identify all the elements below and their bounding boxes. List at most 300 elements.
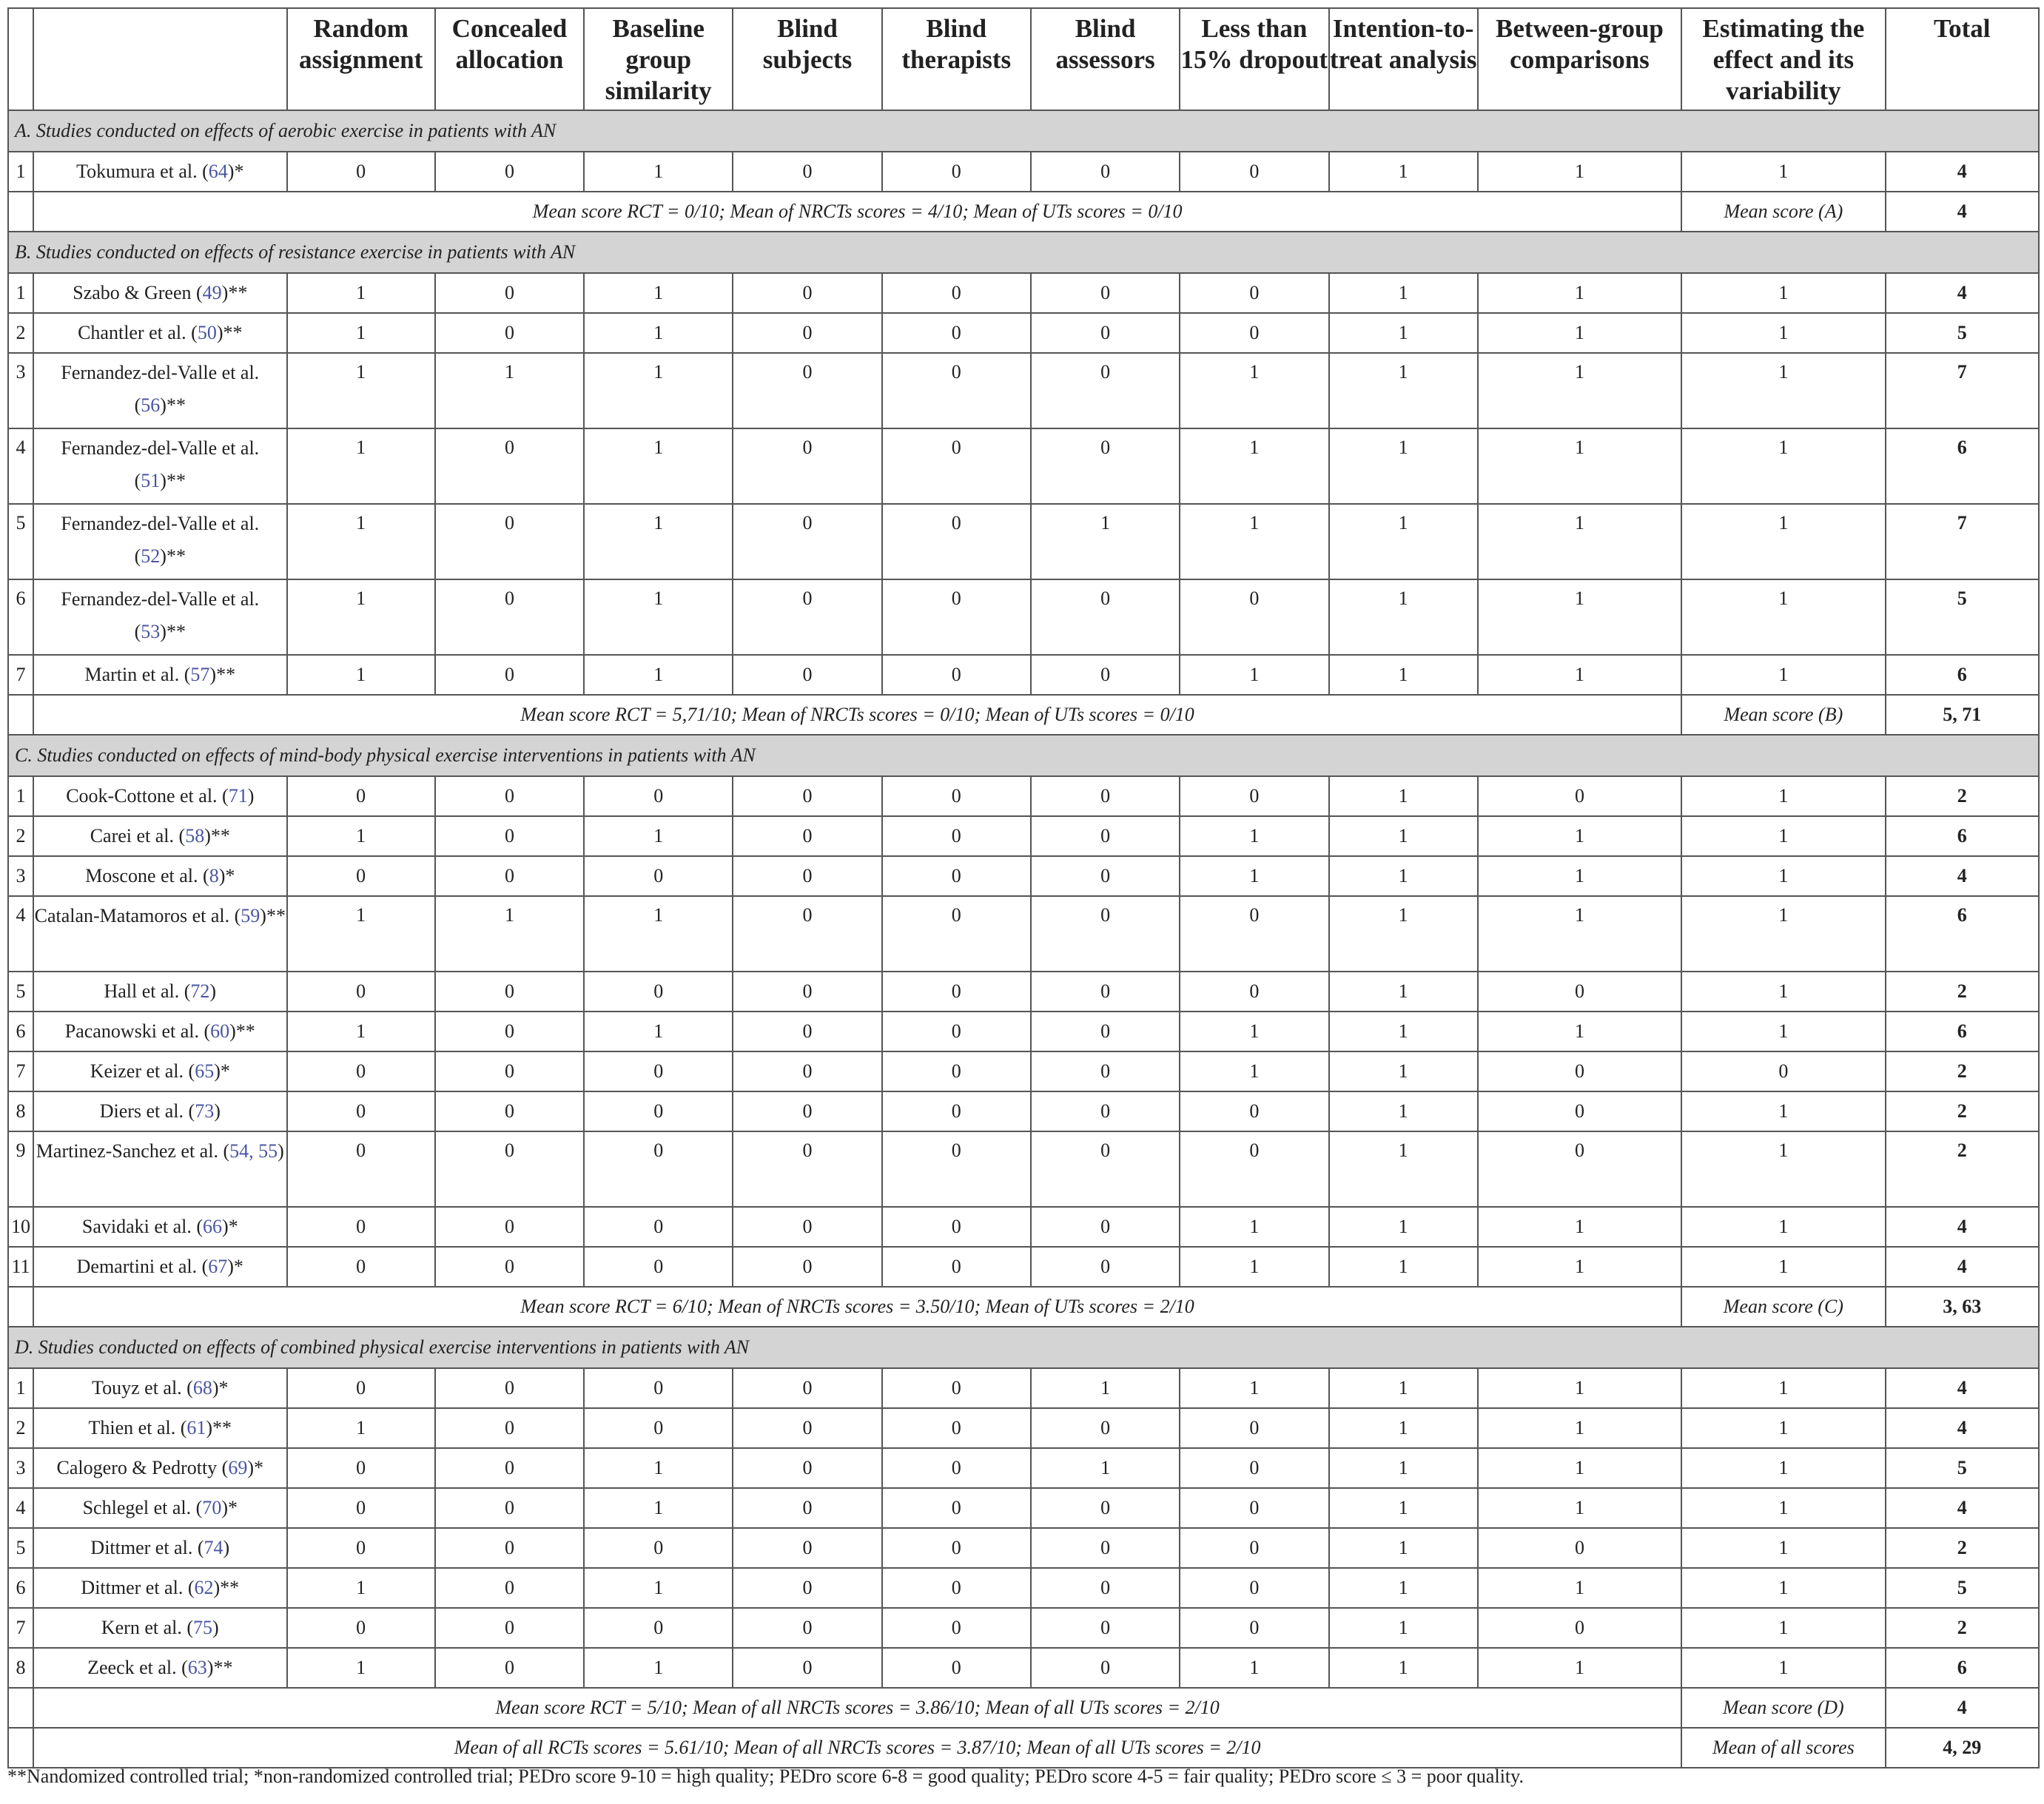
pedro-table-container <box>7 7 2040 1768</box>
reference-link[interactable]: 71 <box>228 785 248 807</box>
score-cell: 0 <box>584 1051 733 1091</box>
reference-link[interactable]: 50 <box>197 322 217 343</box>
study-type-mark: )* <box>212 1377 229 1399</box>
study-type-mark: )** <box>160 470 186 491</box>
score-cell: 1 <box>1329 1408 1478 1448</box>
col-header-blind-subjects: Blind subjects <box>733 8 881 110</box>
score-cell: 1 <box>1681 1091 1885 1131</box>
score-cell: 1 <box>584 353 733 428</box>
score-cell: 1 <box>1478 1568 1681 1608</box>
score-cell: 0 <box>882 1408 1031 1448</box>
row-number: 6 <box>8 1012 33 1051</box>
table-row <box>8 428 2039 504</box>
study-type-mark: )** <box>206 1657 233 1678</box>
reference-link[interactable]: 57 <box>190 664 210 685</box>
score-cell: 0 <box>287 972 435 1012</box>
total-score: 2 <box>1886 1091 2039 1131</box>
score-cell: 0 <box>435 1207 584 1247</box>
score-cell: 1 <box>584 428 733 504</box>
score-cell: 0 <box>287 1247 435 1287</box>
score-cell: 1 <box>1478 1448 1681 1488</box>
score-cell: 0 <box>287 856 435 896</box>
reference-link[interactable]: 66 <box>203 1216 223 1237</box>
total-score: 7 <box>1886 504 2039 579</box>
table-row <box>8 273 2039 313</box>
study-citation <box>33 1051 286 1091</box>
score-cell: 0 <box>1031 816 1180 856</box>
reference-link[interactable]: 52 <box>141 545 161 567</box>
study-author: Catalan-Matamoros et al. ( <box>34 905 241 926</box>
score-cell: 0 <box>1031 1608 1180 1648</box>
score-cell: 0 <box>733 1648 881 1688</box>
score-cell: 1 <box>1681 1247 1885 1287</box>
score-cell: 0 <box>584 1131 733 1207</box>
mean-total: 4, 29 <box>1886 1728 2039 1768</box>
score-cell: 0 <box>287 1091 435 1131</box>
total-score: 5 <box>1886 313 2039 353</box>
score-cell: 0 <box>733 1488 881 1528</box>
score-cell: 1 <box>1478 1247 1681 1287</box>
score-cell: 0 <box>733 1012 881 1051</box>
score-cell: 0 <box>1180 1568 1328 1608</box>
score-cell: 0 <box>733 1568 881 1608</box>
score-cell: 0 <box>882 776 1031 816</box>
score-cell: 1 <box>287 353 435 428</box>
table-row <box>8 1408 2039 1448</box>
score-cell: 0 <box>584 972 733 1012</box>
mean-row-spacer <box>8 1287 33 1327</box>
reference-link[interactable]: 51 <box>141 470 161 491</box>
reference-link[interactable]: 62 <box>194 1577 214 1598</box>
table-row <box>8 1091 2039 1131</box>
study-type-mark: )* <box>247 1457 264 1478</box>
reference-link[interactable]: 70 <box>202 1497 222 1518</box>
score-cell: 0 <box>1031 579 1180 655</box>
study-citation <box>33 972 286 1012</box>
table-row <box>8 152 2039 192</box>
score-cell: 0 <box>1031 1648 1180 1688</box>
study-author: Keizer et al. ( <box>90 1060 195 1082</box>
table-row <box>8 313 2039 353</box>
table-row <box>8 1051 2039 1091</box>
score-cell: 1 <box>1180 1207 1328 1247</box>
total-score: 2 <box>1886 1051 2039 1091</box>
score-cell: 0 <box>435 1051 584 1091</box>
score-cell: 0 <box>1031 1568 1180 1608</box>
reference-link[interactable]: 68 <box>192 1377 212 1399</box>
score-cell: 0 <box>882 972 1031 1012</box>
table-row <box>8 972 2039 1012</box>
score-cell: 0 <box>435 1568 584 1608</box>
study-citation <box>33 353 286 428</box>
table-row <box>8 1131 2039 1207</box>
row-number: 1 <box>8 152 33 192</box>
total-score: 4 <box>1886 1207 2039 1247</box>
study-type-mark: ) <box>212 1617 219 1638</box>
score-cell: 1 <box>1180 1051 1328 1091</box>
table-row <box>8 655 2039 695</box>
study-citation <box>33 1012 286 1051</box>
table-row <box>8 504 2039 579</box>
row-number: 9 <box>8 1131 33 1207</box>
mean-total: 4 <box>1886 192 2039 232</box>
overall-mean-row <box>8 1728 2039 1768</box>
row-number: 2 <box>8 313 33 353</box>
score-cell: 1 <box>584 655 733 695</box>
col-header-total: Total <box>1886 8 2039 110</box>
score-cell: 0 <box>733 1051 881 1091</box>
score-cell: 1 <box>1329 1091 1478 1131</box>
score-cell: 0 <box>435 972 584 1012</box>
score-cell: 0 <box>733 504 881 579</box>
score-cell: 1 <box>1329 776 1478 816</box>
score-cell: 0 <box>1180 1448 1328 1488</box>
study-author: Martinez-Sanchez et al. ( <box>36 1140 230 1162</box>
score-cell: 1 <box>1180 655 1328 695</box>
score-cell: 0 <box>1031 353 1180 428</box>
reference-link[interactable]: 65 <box>195 1060 215 1082</box>
section-mean-row <box>8 192 2039 232</box>
row-number: 1 <box>8 1368 33 1408</box>
study-citation <box>33 152 286 192</box>
score-cell: 0 <box>435 1648 584 1688</box>
study-author: Chantler et al. ( <box>78 322 198 343</box>
score-cell: 1 <box>1478 655 1681 695</box>
mean-label: Mean score (B) <box>1681 695 1885 735</box>
score-cell: 1 <box>287 896 435 972</box>
section-mean-row <box>8 695 2039 735</box>
score-cell: 0 <box>287 1131 435 1207</box>
reference-link[interactable]: 69 <box>228 1457 248 1478</box>
table-row <box>8 1207 2039 1247</box>
study-author: Diers et al. ( <box>99 1100 195 1122</box>
score-cell: 0 <box>882 1528 1031 1568</box>
reference-link[interactable]: 59 <box>241 905 260 926</box>
score-cell: 0 <box>882 1368 1031 1408</box>
score-cell: 1 <box>287 504 435 579</box>
study-author: Szabo & Green ( <box>73 282 203 303</box>
reference-link[interactable]: 67 <box>208 1256 228 1277</box>
study-type-mark: ) <box>209 980 217 1002</box>
table-row <box>8 1528 2039 1568</box>
study-author: Fernandez-del-Valle et al. ( <box>61 588 260 642</box>
reference-link[interactable]: 8 <box>209 865 219 886</box>
score-cell: 1 <box>287 655 435 695</box>
study-citation <box>33 273 286 313</box>
score-cell: 0 <box>1180 776 1328 816</box>
score-cell: 0 <box>287 1207 435 1247</box>
score-cell: 1 <box>1329 353 1478 428</box>
study-author: Thien et al. ( <box>88 1417 187 1438</box>
total-score: 6 <box>1886 1012 2039 1051</box>
mean-label: Mean score (A) <box>1681 192 1885 232</box>
section-header-row <box>8 110 2039 152</box>
score-cell: 0 <box>287 1608 435 1648</box>
score-cell: 0 <box>882 655 1031 695</box>
total-score: 6 <box>1886 1648 2039 1688</box>
score-cell: 1 <box>1681 1012 1885 1051</box>
study-author: Touyz et al. ( <box>92 1377 193 1399</box>
score-cell: 1 <box>1478 856 1681 896</box>
section-header-row <box>8 232 2039 273</box>
study-citation <box>33 313 286 353</box>
study-author: Martin et al. ( <box>84 664 191 685</box>
total-score: 6 <box>1886 896 2039 972</box>
col-header-random-assignment: Random assignment <box>287 8 435 110</box>
score-cell: 1 <box>584 1568 733 1608</box>
score-cell: 1 <box>1681 1448 1885 1488</box>
score-cell: 0 <box>733 1131 881 1207</box>
score-cell: 0 <box>287 1368 435 1408</box>
total-score: 2 <box>1886 776 2039 816</box>
total-score: 4 <box>1886 1408 2039 1448</box>
reference-link[interactable]: 64 <box>208 161 228 182</box>
section-header-row <box>8 735 2039 776</box>
score-cell: 1 <box>1681 273 1885 313</box>
score-cell: 0 <box>882 1448 1031 1488</box>
score-cell: 0 <box>1031 1091 1180 1131</box>
score-cell: 1 <box>287 1648 435 1688</box>
reference-link[interactable]: 61 <box>186 1417 206 1438</box>
score-cell: 0 <box>1031 1247 1180 1287</box>
score-cell: 0 <box>1031 776 1180 816</box>
study-citation <box>33 1408 286 1448</box>
score-cell: 0 <box>733 816 881 856</box>
study-citation <box>33 1648 286 1688</box>
study-type-mark: )* <box>218 865 235 886</box>
row-number: 3 <box>8 856 33 896</box>
row-number: 8 <box>8 1091 33 1131</box>
score-cell: 1 <box>1329 1247 1478 1287</box>
table-row <box>8 1488 2039 1528</box>
reference-link[interactable]: 49 <box>202 282 222 303</box>
reference-link[interactable]: 56 <box>141 394 161 416</box>
score-cell: 0 <box>882 896 1031 972</box>
score-cell: 0 <box>1478 1528 1681 1568</box>
score-cell: 0 <box>1180 1408 1328 1448</box>
study-author: Dittmer et al. ( <box>90 1537 204 1558</box>
table-row <box>8 1448 2039 1488</box>
study-type-mark: ) <box>278 1140 284 1162</box>
score-cell: 1 <box>1329 273 1478 313</box>
section-title: A. Studies conducted on effects of aerobic exercise in patients with AN <box>8 110 2039 152</box>
study-type-mark: )* <box>227 161 244 182</box>
score-cell: 0 <box>435 1528 584 1568</box>
reference-link[interactable]: 60 <box>210 1020 230 1042</box>
study-type-mark: )** <box>260 905 286 926</box>
study-type-mark: )* <box>221 1497 238 1518</box>
score-cell: 0 <box>1031 1528 1180 1568</box>
col-header-number <box>8 8 33 110</box>
score-cell: 0 <box>435 1091 584 1131</box>
study-type-mark: )* <box>227 1256 243 1277</box>
study-citation <box>33 1608 286 1648</box>
score-cell: 0 <box>733 776 881 816</box>
score-cell: 1 <box>287 1012 435 1051</box>
mean-total: 5, 71 <box>1886 695 2039 735</box>
score-cell: 0 <box>584 1528 733 1568</box>
score-cell: 0 <box>287 776 435 816</box>
score-cell: 0 <box>287 1488 435 1528</box>
reference-link[interactable]: 75 <box>193 1617 213 1638</box>
score-cell: 0 <box>435 428 584 504</box>
score-cell: 1 <box>1329 1012 1478 1051</box>
score-cell: 0 <box>733 353 881 428</box>
reference-link[interactable]: 74 <box>204 1537 223 1558</box>
score-cell: 0 <box>882 1207 1031 1247</box>
score-cell: 1 <box>584 1488 733 1528</box>
score-cell: 0 <box>882 152 1031 192</box>
row-number: 5 <box>8 972 33 1012</box>
study-citation <box>33 1091 286 1131</box>
score-cell: 0 <box>435 273 584 313</box>
score-cell: 1 <box>584 1448 733 1488</box>
total-score: 2 <box>1886 1131 2039 1207</box>
score-cell: 0 <box>882 504 1031 579</box>
score-cell: 0 <box>435 1012 584 1051</box>
reference-link[interactable]: 53 <box>141 621 161 642</box>
score-cell: 0 <box>287 1528 435 1568</box>
study-author: Fernandez-del-Valle et al. ( <box>61 513 260 567</box>
score-cell: 1 <box>435 353 584 428</box>
row-number: 7 <box>8 1608 33 1648</box>
mean-row-spacer <box>8 1728 33 1768</box>
score-cell: 1 <box>1180 504 1328 579</box>
section-title: C. Studies conducted on effects of mind-body physical exercise interventions in patients with AN <box>8 735 2039 776</box>
score-cell: 0 <box>1031 1051 1180 1091</box>
mean-row-spacer <box>8 1688 33 1728</box>
score-cell: 1 <box>1478 152 1681 192</box>
section-mean-row <box>8 1287 2039 1327</box>
score-cell: 0 <box>733 428 881 504</box>
score-cell: 0 <box>882 273 1031 313</box>
col-header-effect-variability: Estimating the effect and its variability <box>1681 8 1885 110</box>
mean-summary-text: Mean of all RCTs scores = 5.61/10; Mean of all NRCTs scores = 3.87/10; Mean of all UTs scores = 2/10 <box>33 1728 1681 1768</box>
score-cell: 1 <box>1329 579 1478 655</box>
reference-link[interactable]: 72 <box>190 980 210 1002</box>
reference-link[interactable]: 54, 55 <box>229 1140 278 1162</box>
score-cell: 1 <box>1329 1368 1478 1408</box>
score-cell: 1 <box>1329 1608 1478 1648</box>
score-cell: 1 <box>1681 776 1885 816</box>
study-author: Fernandez-del-Valle et al. ( <box>61 437 260 491</box>
reference-link[interactable]: 73 <box>195 1100 215 1122</box>
table-row <box>8 1012 2039 1051</box>
section-header-row <box>8 1327 2039 1368</box>
col-header-between-group: Between-group comparisons <box>1478 8 1681 110</box>
score-cell: 0 <box>287 1448 435 1488</box>
study-type-mark: ) <box>247 785 255 807</box>
score-cell: 1 <box>1180 1247 1328 1287</box>
score-cell: 1 <box>1681 1131 1885 1207</box>
total-score: 4 <box>1886 856 2039 896</box>
total-score: 5 <box>1886 579 2039 655</box>
score-cell: 1 <box>1681 152 1885 192</box>
score-cell: 1 <box>1329 1568 1478 1608</box>
score-cell: 1 <box>1681 896 1885 972</box>
score-cell: 0 <box>584 1247 733 1287</box>
row-number: 6 <box>8 579 33 655</box>
score-cell: 0 <box>435 776 584 816</box>
score-cell: 1 <box>1681 1648 1885 1688</box>
score-cell: 1 <box>1329 1051 1478 1091</box>
mean-total: 3, 63 <box>1886 1287 2039 1327</box>
table-row <box>8 896 2039 972</box>
total-score: 2 <box>1886 1608 2039 1648</box>
score-cell: 0 <box>1180 579 1328 655</box>
study-author: Carei et al. ( <box>90 825 186 847</box>
score-cell: 1 <box>1180 816 1328 856</box>
score-cell: 0 <box>1478 1051 1681 1091</box>
total-score: 2 <box>1886 1528 2039 1568</box>
total-score: 5 <box>1886 1568 2039 1608</box>
total-score: 4 <box>1886 273 2039 313</box>
score-cell: 1 <box>584 152 733 192</box>
study-citation <box>33 1488 286 1528</box>
score-cell: 0 <box>435 1608 584 1648</box>
score-cell: 1 <box>1478 504 1681 579</box>
score-cell: 1 <box>287 579 435 655</box>
study-type-mark: )** <box>204 825 230 847</box>
reference-link[interactable]: 58 <box>185 825 205 847</box>
table-row <box>8 579 2039 655</box>
score-cell: 0 <box>435 1408 584 1448</box>
score-cell: 0 <box>435 655 584 695</box>
score-cell: 1 <box>1329 504 1478 579</box>
score-cell: 1 <box>1031 504 1180 579</box>
total-score: 4 <box>1886 1368 2039 1408</box>
score-cell: 1 <box>1681 655 1885 695</box>
score-cell: 1 <box>1329 1488 1478 1528</box>
section-title: B. Studies conducted on effects of resistance exercise in patients with AN <box>8 232 2039 273</box>
score-cell: 0 <box>882 1091 1031 1131</box>
score-cell: 0 <box>1681 1051 1885 1091</box>
score-cell: 0 <box>1031 655 1180 695</box>
score-cell: 0 <box>882 816 1031 856</box>
study-citation <box>33 504 286 579</box>
table-row <box>8 353 2039 428</box>
score-cell: 1 <box>1478 1648 1681 1688</box>
score-cell: 0 <box>584 1207 733 1247</box>
score-cell: 0 <box>733 273 881 313</box>
study-type-mark: )** <box>160 545 186 567</box>
score-cell: 1 <box>1681 579 1885 655</box>
study-type-mark: )** <box>216 322 243 343</box>
score-cell: 0 <box>1180 1131 1328 1207</box>
study-citation <box>33 428 286 504</box>
table-body <box>8 110 2039 1768</box>
score-cell: 0 <box>1478 1131 1681 1207</box>
score-cell: 1 <box>1180 856 1328 896</box>
score-cell: 0 <box>287 152 435 192</box>
score-cell: 0 <box>1031 1408 1180 1448</box>
section-mean-row <box>8 1688 2039 1728</box>
col-header-study <box>33 8 286 110</box>
score-cell: 0 <box>1180 896 1328 972</box>
row-number: 1 <box>8 776 33 816</box>
score-cell: 0 <box>435 1247 584 1287</box>
section-title: D. Studies conducted on effects of combined physical exercise interventions in patients with AN <box>8 1327 2039 1368</box>
score-cell: 1 <box>287 816 435 856</box>
score-cell: 1 <box>1478 273 1681 313</box>
score-cell: 0 <box>1031 152 1180 192</box>
score-cell: 1 <box>1329 428 1478 504</box>
score-cell: 0 <box>1031 1131 1180 1207</box>
score-cell: 1 <box>1681 353 1885 428</box>
score-cell: 0 <box>733 1408 881 1448</box>
reference-link[interactable]: 63 <box>187 1657 207 1678</box>
table-row <box>8 856 2039 896</box>
